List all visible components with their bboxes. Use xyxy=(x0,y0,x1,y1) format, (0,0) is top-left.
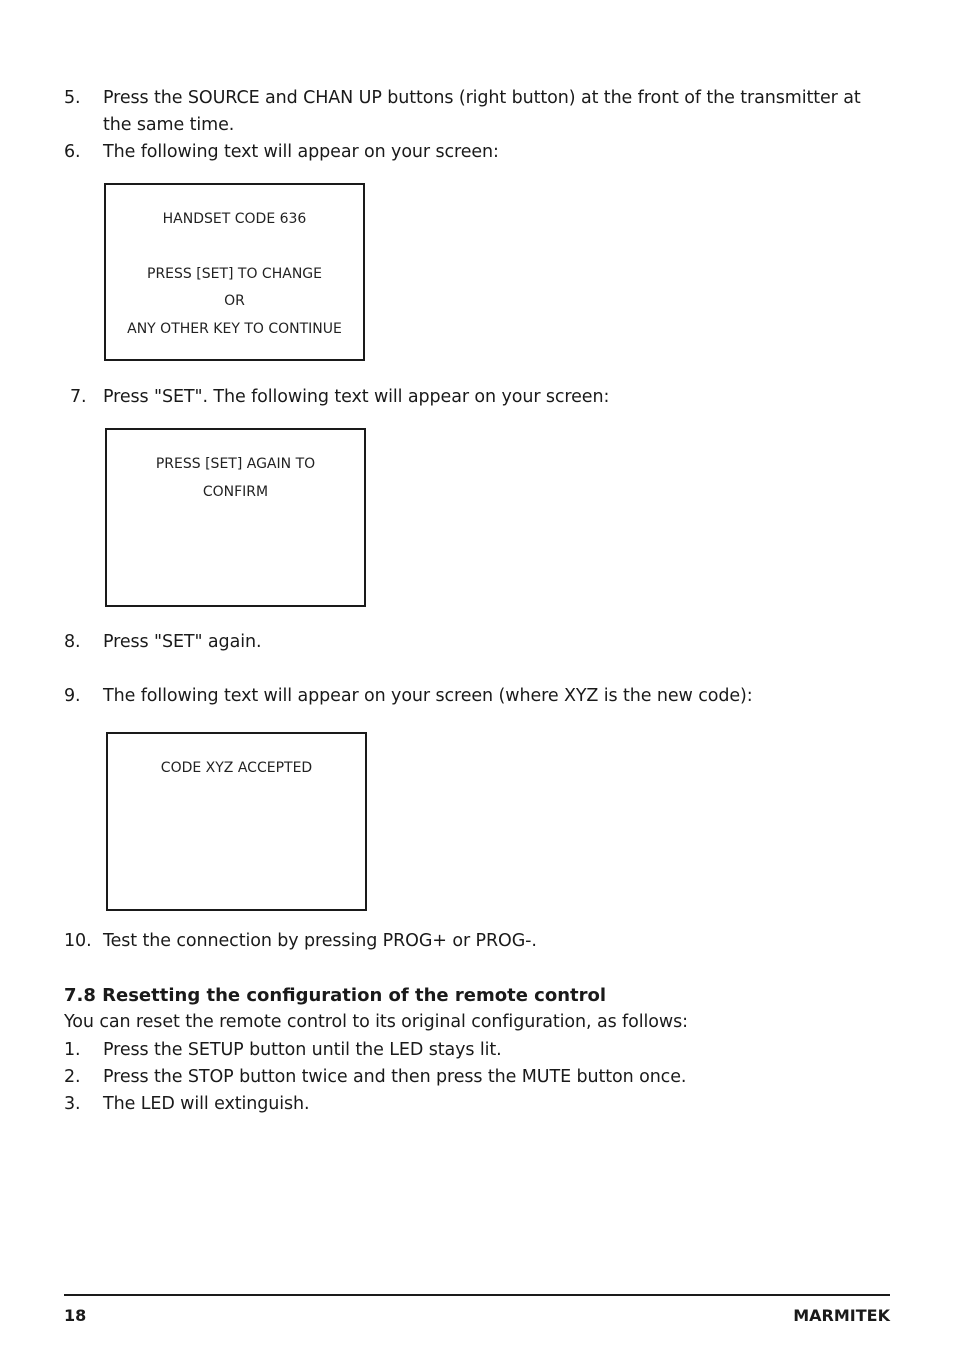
step-text: The following text will appear on your screen (where XYZ is the new code): xyxy=(103,686,753,706)
step-number: 3. xyxy=(64,1094,81,1114)
screen-display-confirm xyxy=(105,428,366,607)
page-number: 18 xyxy=(64,1306,87,1325)
reset-step-3 xyxy=(0,1091,954,1118)
step-number: 7. xyxy=(70,387,87,407)
step-number: 5. xyxy=(64,88,81,108)
step-number: 6. xyxy=(64,142,81,162)
step-text: Press the STOP button twice and then press the MUTE button once. xyxy=(103,1067,687,1087)
step-8 xyxy=(0,629,954,656)
reset-step-1 xyxy=(0,1037,954,1064)
step-text: Press "SET" again. xyxy=(103,632,262,652)
screen-display-code-accepted xyxy=(106,732,367,911)
step-9 xyxy=(0,683,954,710)
reset-step-2 xyxy=(0,1064,954,1091)
screen-line: OR xyxy=(224,293,245,309)
screen-line: CODE XYZ ACCEPTED xyxy=(160,760,313,776)
step-number: 9. xyxy=(64,686,81,706)
step-number: 1. xyxy=(64,1040,81,1060)
screen-line: PRESS [SET] AGAIN TO xyxy=(155,456,316,472)
step-10 xyxy=(0,928,954,955)
step-number: 2. xyxy=(64,1067,81,1087)
screen-line: PRESS [SET] TO CHANGE xyxy=(147,265,322,282)
step-6 xyxy=(0,139,954,166)
step-number: 8. xyxy=(64,632,81,652)
step-text: The following text will appear on your screen: xyxy=(103,142,499,162)
section-intro: You can reset the remote control to its original configuration, as follows: xyxy=(64,1012,688,1032)
screen-line: CONFIRM xyxy=(202,483,269,500)
step-text-line-1: Press the SOURCE and CHAN UP buttons (right button) at the front of the transmitter at xyxy=(103,88,861,108)
footer-rule xyxy=(64,1294,890,1296)
screen-line: ANY OTHER KEY TO CONTINUE xyxy=(127,320,342,337)
step-number: 10. xyxy=(64,931,92,951)
step-text: Test the connection by pressing PROG+ or PROG-. xyxy=(103,931,537,951)
step-7 xyxy=(0,384,954,411)
step-5 xyxy=(0,85,954,139)
step-text-line-2: the same time. xyxy=(103,115,235,135)
section-heading: 7.8 Resetting the configuration of the remote control xyxy=(64,985,607,1006)
screen-line: HANDSET CODE 636 xyxy=(162,211,307,227)
step-text: The LED will extinguish. xyxy=(103,1094,310,1114)
step-text: Press "SET". The following text will appear on your screen: xyxy=(103,387,610,407)
step-text: Press the SETUP button until the LED stays lit. xyxy=(103,1040,502,1060)
brand-name: MARMITEK xyxy=(793,1306,890,1325)
screen-display-handset-code xyxy=(104,183,365,361)
screen-line-blank xyxy=(106,234,363,261)
